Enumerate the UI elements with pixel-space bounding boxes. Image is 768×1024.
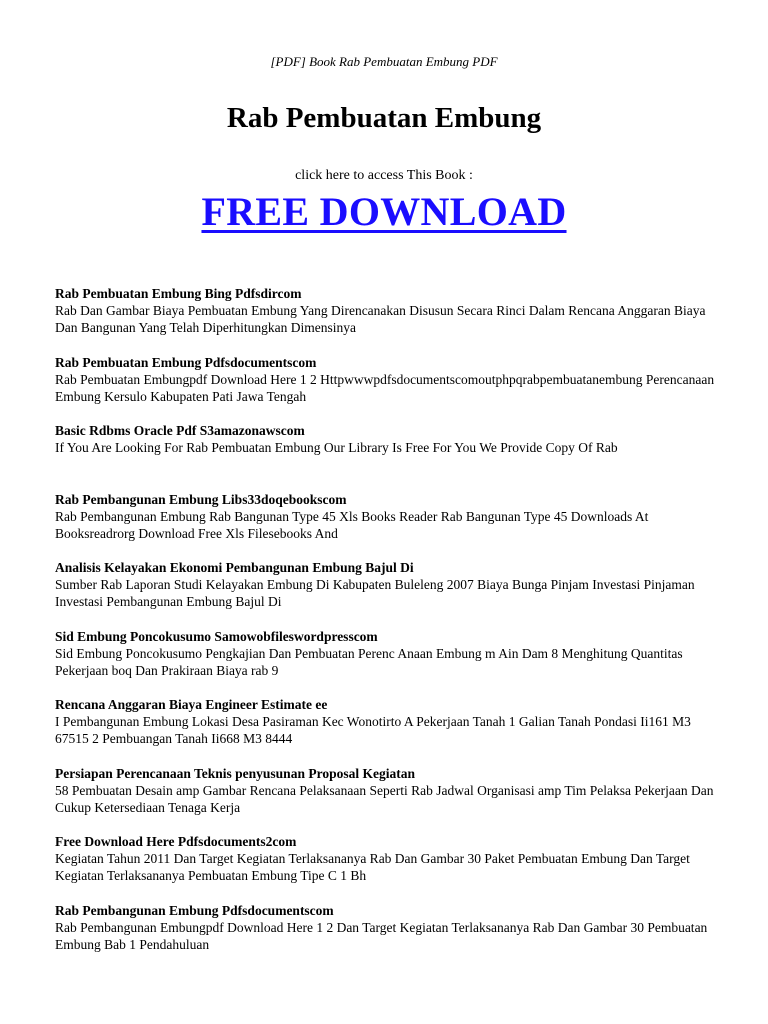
entry-body: 58 Pembuatan Desain amp Gambar Rencana Pelaksanaan Seperti Rab Jadwal Organisasi amp Tim Pelaksa Pekerjaan Dan Cukup Ketersediaan Tenaga Kerja: [55, 782, 714, 815]
list-item: [55, 560, 715, 629]
access-instruction: click here to access This Book :: [295, 168, 473, 183]
free-download-link[interactable]: FREE DOWNLOAD: [201, 189, 567, 234]
entry-title: Rab Pembuatan Embung Bing Pdfsdircom: [55, 286, 302, 301]
entry-body: I Pembangunan Embung Lokasi Desa Pasiraman Kec Wonotirto A Pekerjaan Tanah 1 Galian Tanah Pondasi Ii161 M3 67515 2 Pembuangan Tanah Ii668 M3 8444: [55, 714, 691, 746]
list-item: [55, 697, 715, 766]
entry-body: Rab Pembuatan Embungpdf Download Here 1 2 Httpwwwpdfsdocumentscomoutphpqrabpembuatanembung Perencanaan Embung Kersulo Kabupaten Pati Jawa Tengah: [55, 371, 715, 404]
list-item: [55, 903, 715, 972]
entry-title: Sid Embung Poncokusumo Samowobfileswordpresscom: [55, 628, 378, 644]
entry-list: [55, 286, 715, 971]
entry-title: Rencana Anggaran Biaya Engineer Estimate ee: [55, 697, 328, 712]
entry-title: Persiapan Perencanaan Teknis penyusunan Proposal Kegiatan: [55, 765, 415, 781]
entry-body: Sumber Rab Laporan Studi Kelayakan Embung Di Kabupaten Buleleng 2007 Biaya Bunga Pinjam Investasi Pinjaman Investasi Pembangunan Embung Bajul Di: [55, 577, 695, 609]
pdf-header-line: [PDF] Book Rab Pembuatan Embung PDF: [270, 54, 498, 69]
free-download-link-container: [0, 188, 768, 235]
entry-title: Analisis Kelayakan Ekonomi Pembangunan Embung Bajul Di: [55, 560, 414, 575]
entry-title: Rab Pembuatan Embung Pdfsdocumentscom: [55, 354, 317, 370]
list-item: [55, 355, 715, 424]
entry-body: Rab Pembangunan Embungpdf Download Here 1 2 Dan Target Kegiatan Terlaksananya Rab Dan Gambar 30 Pembuatan Embung Bab 1 Pendahuluan: [55, 919, 708, 952]
list-item: [55, 423, 715, 492]
list-item: [55, 492, 715, 561]
entry-body: Sid Embung Poncokusumo Pengkajian Dan Pembuatan Perenc Anaan Embung m Ain Dam 8 Menghitung Quantitas Pekerjaan boq Dan Prakiraan Biaya rab 9: [55, 645, 683, 678]
entry-body: If You Are Looking For Rab Pembuatan Embung Our Library Is Free For You We Provide Copy Of Rab: [55, 440, 618, 455]
list-item: [55, 286, 715, 355]
list-item: [55, 766, 715, 835]
list-item: [55, 834, 715, 903]
entry-title: Free Download Here Pdfsdocuments2com: [55, 834, 297, 849]
entry-title: Rab Pembangunan Embung Pdfsdocumentscom: [55, 902, 334, 918]
page-title: Rab Pembuatan Embung: [226, 102, 542, 134]
entry-body: Rab Pembangunan Embung Rab Bangunan Type 45 Xls Books Reader Rab Bangunan Type 45 Downloads At Booksreadrorg Download Free Xls Filesebooks And: [55, 508, 649, 541]
entry-body: Kegiatan Tahun 2011 Dan Target Kegiatan Terlaksananya Rab Dan Gambar 30 Paket Pembuatan Embung Dan Target Kegiatan Terlaksananya Pembuatan Embung Tipe C 1 Bh: [55, 851, 690, 883]
list-item: [55, 629, 715, 698]
entry-title: Basic Rdbms Oracle Pdf S3amazonawscom: [55, 423, 305, 438]
entry-title: Rab Pembangunan Embung Libs33doqebookscom: [55, 491, 347, 507]
entry-body: Rab Dan Gambar Biaya Pembuatan Embung Yang Direncanakan Disusun Secara Rinci Dalam Rencana Anggaran Biaya Dan Bangunan Yang Telah Diperhitungkan Dimensinya: [55, 303, 706, 335]
